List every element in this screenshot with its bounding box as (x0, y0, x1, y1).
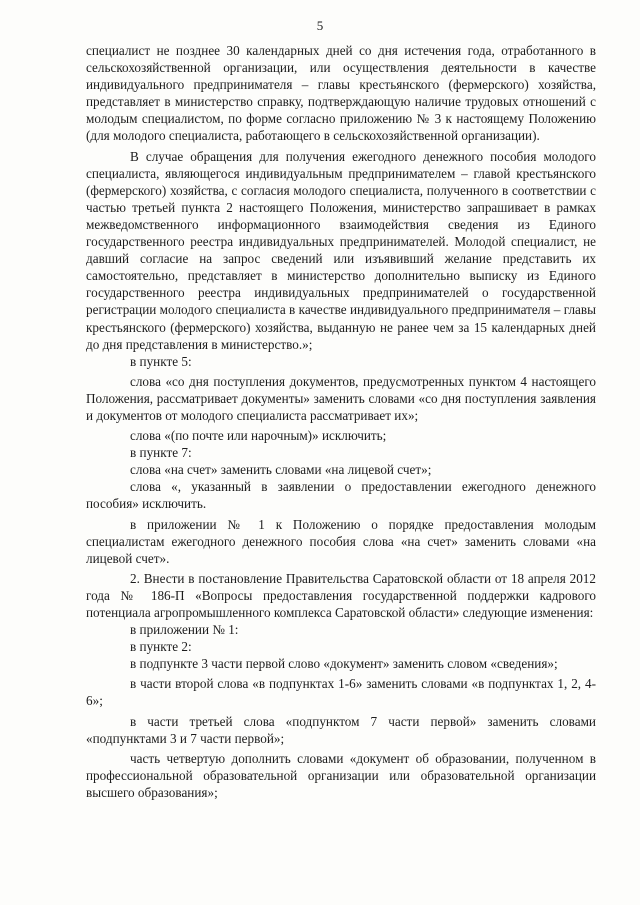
paragraph-continuation: специалист не позднее 30 календарных дней со дня истечения года, отработанного в сельскохозяйственной организации, или осуществления деятельности в качестве индивидуального предпринимателя – главы крестьянского (фермерского) хозяйства, представляет в министерство справку, подтверждающую наличие трудовых отношений с молодым специалистом, по форме согласно приложению № 3 к настоящему Положению (для молодого специалиста, работающего в сельскохозяйственной организации). (86, 43, 596, 144)
paragraph-subpoint-3: в подпункте 3 части первой слово «документ» заменить словом «сведения»; (130, 656, 558, 672)
paragraph-point-7-words-account: слова «на счет» заменить словами «на лицевой счет»; (130, 462, 432, 478)
paragraph-appendix-1: в приложении № 1 к Положению о порядке предоставления молодым специалистам ежегодного денежного пособия слова «на счет» заменить словами «на лицевой счет». (86, 516, 596, 566)
document-body (86, 42, 596, 801)
paragraph-point-5: в пункте 5: (130, 353, 192, 369)
paragraph-registry-request: В случае обращения для получения ежегодного денежного пособия молодого специалиста, являющегося индивидуальным предпринимателем – главой крестьянского (фермерского) хозяйства, с согласия молодого специалиста, полученного в соответствии с частью третьей пункта 2 настоящего Положения, министерство запрашивает в рамках межведомственного информационного взаимодействия сведения из Единого государственного реестра индивидуальных предпринимателей. Молодой специалист, не давший согласие на запрос сведений или изъявивший желание представить их самостоятельно, представляет в министерство дополнительно выписку из Единого государственного реестра индивидуальных предпринимателей о государственной регистрации молодого специалиста в качестве индивидуального предпринимателя – главы крестьянского (фермерского) хозяйства, выданную не ранее чем за 15 календарных дней до дня представления в министерство.»; (86, 148, 596, 352)
paragraph-in-point-2: в пункте 2: (130, 639, 192, 655)
paragraph-point-7: в пункте 7: (130, 445, 192, 461)
paragraph-part-two: в части второй слова «в подпунктах 1-6» заменить словами «в подпунктах 1, 2, 4-6»; (86, 676, 596, 709)
paragraph-point-7-words-application: слова «, указанный в заявлении о предоставлении ежегодного денежного пособия» исключить. (86, 479, 596, 512)
paragraph-point-5-words-documents: слова «со дня поступления документов, предусмотренных пунктом 4 настоящего Положения, рассматривает документы» заменить словами «со дня поступления заявления и документов от молодого специалиста рассматривает их»; (86, 373, 596, 423)
paragraph-resolution-186: 2. Внести в постановление Правительства Саратовской области от 18 апреля 2012 года № 186-П «Вопросы предоставления государственной поддержки кадрового потенциала агропромышленного комплекса Саратовской области» следующие изменения: (86, 570, 596, 620)
paragraph-part-four: часть четвертую дополнить словами «документ об образовании, полученном в профессиональной образовательной организации или образовательной организации высшего образования»; (86, 750, 596, 800)
page-number: 5 (316, 18, 324, 33)
paragraph-in-appendix-1: в приложении № 1: (130, 622, 239, 638)
paragraph-point-5-words-mail: слова «(по почте или нарочным)» исключить; (130, 428, 387, 444)
paragraph-part-three: в части третьей слова «подпунктом 7 части первой» заменить словами «подпунктами 3 и 7 части первой»; (86, 713, 596, 746)
